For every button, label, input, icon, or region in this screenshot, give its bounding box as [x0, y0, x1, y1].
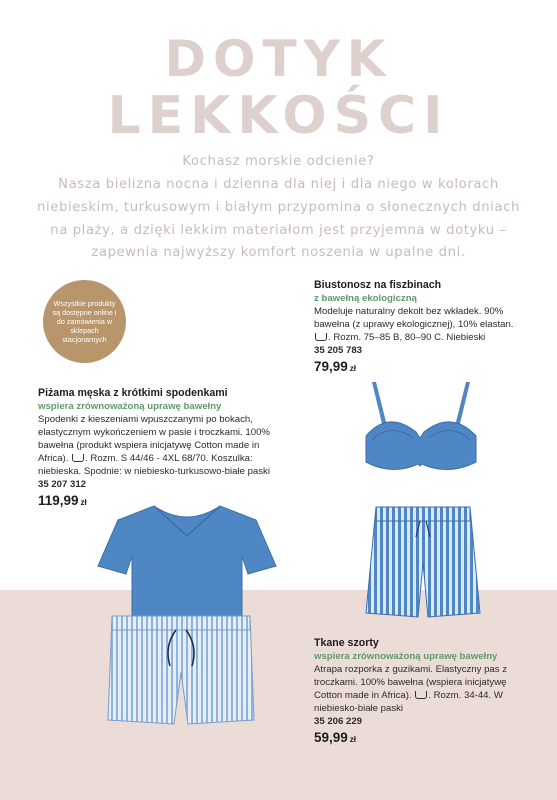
- page-title-line2: LEKKOŚCI: [107, 86, 450, 146]
- pajama-shorts-image: [106, 612, 256, 727]
- product-name: Tkane szorty: [314, 637, 379, 649]
- price-value: 59,99: [314, 730, 348, 745]
- price-currency: zł: [349, 735, 357, 744]
- product-subtitle: wspiera zrównoważoną uprawę bawełny: [38, 401, 222, 412]
- intro-line: Kochasz morskie odcienie?: [182, 154, 375, 169]
- product-name: Piżama męska z krótkimi spodenkami: [38, 387, 228, 399]
- product-shorts: [314, 636, 529, 746]
- product-bra: [314, 278, 529, 375]
- product-description-b: . Rozm. S 44/46 - 4XL 68/70. Koszulka: niebieska. Spodnie: w niebiesko-turkusowo-białe paski: [38, 453, 270, 477]
- product-description-a: Atrapa rozporka z guzikami. Elastyczny pas z troczkami. 100% bawełna (wspiera inicjatywę Cotton made in Africa).: [314, 664, 508, 701]
- product-code: 35 205 783: [314, 345, 363, 356]
- product-price: [314, 731, 529, 746]
- product-pajamas: [38, 386, 278, 509]
- product-code: 35 207 312: [38, 479, 87, 490]
- availability-badge: [43, 280, 126, 363]
- intro-line: zapewnia najwyższy komfort noszenia w upalne dni.: [91, 245, 466, 260]
- product-name: Biustonosz na fiszbinach: [314, 279, 442, 291]
- price-value: 119,99: [38, 493, 79, 508]
- product-subtitle: z bawełną ekologiczną: [314, 293, 417, 304]
- product-subtitle: wspiera zrównoważoną uprawę bawełny: [314, 651, 498, 662]
- intro-line: na plaży, a dzięki lekkim materiałom jest przyjemna w dotyku –: [50, 223, 507, 238]
- product-description-a: Modeluje naturalny dekolt bez wkładek. 90% bawełna (z uprawy ekologicznej), 10% elastan.: [314, 306, 514, 330]
- product-description: [38, 413, 278, 478]
- availability-badge-text: Wszystkie produkty są dostępne online i do zamówienia w sklepach stacjonarnych: [52, 299, 117, 344]
- product-description-b: . Rozm. 34-44. W niebiesko-białe paski: [314, 690, 503, 714]
- product-description: [314, 305, 529, 344]
- product-code: 35 206 229: [314, 716, 363, 727]
- intro-line: Nasza bielizna nocna i dzienna dla niej i dla niego w kolorach: [58, 177, 499, 192]
- price-currency: zł: [349, 364, 357, 373]
- wash-30-icon: [72, 454, 84, 462]
- price-value: 79,99: [314, 359, 348, 374]
- product-description: [314, 663, 529, 715]
- striped-shorts-image: [362, 505, 484, 620]
- price-currency: zł: [80, 498, 87, 507]
- intro-line: niebieskim, turkusowym i białym przypomina o słonecznych dniach: [37, 200, 520, 215]
- product-price: [314, 360, 529, 375]
- wash-30-icon: [415, 691, 427, 699]
- product-description-b: . Rozm. 75–85 B, 80–90 C. Niebieski: [328, 332, 486, 343]
- page-title-line1: DOTYK: [164, 30, 393, 88]
- product-description-a: Spodenki z kieszeniami wpuszczanymi po bokach, elastycznym wykończeniem w pasie i troczkami. 100% bawełna (produkt wspiera inicjatywę Cotton made in Africa).: [38, 414, 270, 464]
- wash-30-icon: [315, 333, 327, 341]
- bra-image: [358, 380, 483, 485]
